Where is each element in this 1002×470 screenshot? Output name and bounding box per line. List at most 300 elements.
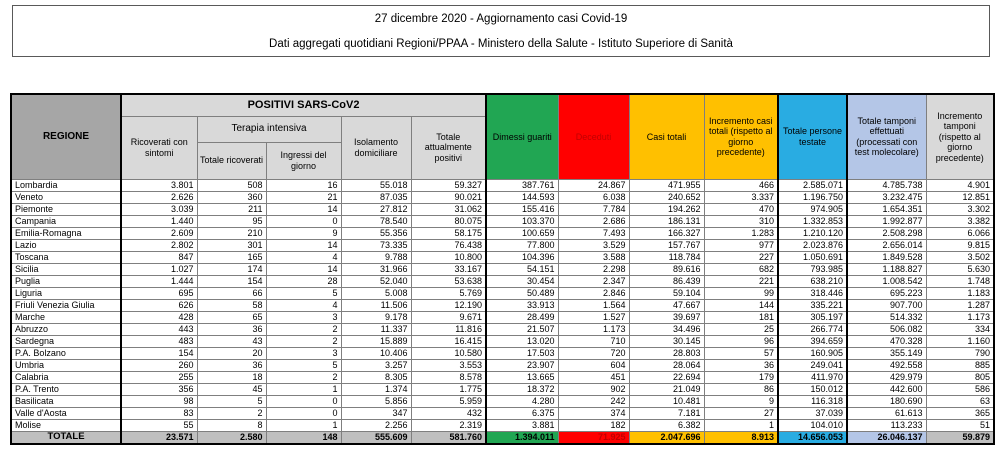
region-name: Umbria <box>11 359 121 371</box>
value-cell: 53.638 <box>411 275 486 287</box>
value-cell: 2.656.014 <box>847 239 926 251</box>
value-cell: 2.626 <box>121 191 197 203</box>
region-name: Liguria <box>11 287 121 299</box>
value-cell: 2.023.876 <box>778 239 847 251</box>
value-cell: 18.372 <box>486 383 558 395</box>
value-cell: 227 <box>704 251 778 263</box>
value-cell: 2.802 <box>121 239 197 251</box>
value-cell: 20 <box>197 347 266 359</box>
value-cell: 0 <box>266 407 341 419</box>
value-cell: 51 <box>926 419 994 431</box>
header-casi-totali: Casi totali <box>629 94 704 179</box>
value-cell: 116.318 <box>778 395 847 407</box>
value-cell: 150.012 <box>778 383 847 395</box>
value-cell: 65 <box>197 311 266 323</box>
value-cell: 310 <box>704 215 778 227</box>
value-cell: 1.654.351 <box>847 203 926 215</box>
value-cell: 334 <box>926 323 994 335</box>
value-cell: 36 <box>197 359 266 371</box>
value-cell: 695.223 <box>847 287 926 299</box>
value-cell: 7.493 <box>558 227 629 239</box>
value-cell: 3.337 <box>704 191 778 203</box>
value-cell: 394.659 <box>778 335 847 347</box>
value-cell: 305.197 <box>778 311 847 323</box>
value-cell: 14 <box>266 263 341 275</box>
value-cell: 695 <box>121 287 197 299</box>
region-row <box>11 407 994 419</box>
value-cell: 356 <box>121 383 197 395</box>
value-cell: 39.697 <box>629 311 704 323</box>
value-cell: 3.553 <box>411 359 486 371</box>
region-row <box>11 359 994 371</box>
value-cell: 45 <box>197 383 266 395</box>
value-cell: 57 <box>704 347 778 359</box>
value-cell: 2 <box>266 335 341 347</box>
value-cell: 7.784 <box>558 203 629 215</box>
value-cell: 63 <box>926 395 994 407</box>
header-totale-positivi: Totale attualmente positivi <box>411 116 486 179</box>
totals-value-cell: 71.925 <box>558 431 629 444</box>
value-cell: 12.851 <box>926 191 994 203</box>
value-cell: 5.856 <box>341 395 411 407</box>
value-cell: 154 <box>197 275 266 287</box>
value-cell: 1 <box>266 383 341 395</box>
value-cell: 18 <box>197 371 266 383</box>
report-title-line1: 27 dicembre 2020 - Aggiornamento casi Covid-19 <box>374 12 628 25</box>
value-cell: 3 <box>266 311 341 323</box>
value-cell: 347 <box>341 407 411 419</box>
value-cell: 87.035 <box>341 191 411 203</box>
value-cell: 2.256 <box>341 419 411 431</box>
region-row <box>11 371 994 383</box>
value-cell: 1.210.120 <box>778 227 847 239</box>
value-cell: 360 <box>197 191 266 203</box>
value-cell: 22.694 <box>629 371 704 383</box>
value-cell: 77.800 <box>486 239 558 251</box>
value-cell: 8 <box>197 419 266 431</box>
value-cell: 335.221 <box>778 299 847 311</box>
value-cell: 5 <box>197 395 266 407</box>
value-cell: 9 <box>704 395 778 407</box>
value-cell: 1.992.877 <box>847 215 926 227</box>
value-cell: 5 <box>266 359 341 371</box>
value-cell: 492.558 <box>847 359 926 371</box>
region-name: Marche <box>11 311 121 323</box>
region-row <box>11 323 994 335</box>
value-cell: 37.039 <box>778 407 847 419</box>
value-cell: 21.049 <box>629 383 704 395</box>
region-row <box>11 191 994 203</box>
value-cell: 1.196.750 <box>778 191 847 203</box>
value-cell: 1.287 <box>926 299 994 311</box>
value-cell: 86 <box>704 383 778 395</box>
value-cell: 5.769 <box>411 287 486 299</box>
totals-row <box>11 431 994 444</box>
value-cell: 86.439 <box>629 275 704 287</box>
totals-value-cell: 8.913 <box>704 431 778 444</box>
value-cell: 255 <box>121 371 197 383</box>
value-cell: 1.050.691 <box>778 251 847 263</box>
value-cell: 514.332 <box>847 311 926 323</box>
value-cell: 155.416 <box>486 203 558 215</box>
region-name: Puglia <box>11 275 121 287</box>
value-cell: 3.039 <box>121 203 197 215</box>
value-cell: 1.027 <box>121 263 197 275</box>
covid-data-table <box>10 93 995 445</box>
region-name: Emilia-Romagna <box>11 227 121 239</box>
value-cell: 0 <box>266 215 341 227</box>
value-cell: 180.690 <box>847 395 926 407</box>
value-cell: 9.788 <box>341 251 411 263</box>
value-cell: 365 <box>926 407 994 419</box>
value-cell: 179 <box>704 371 778 383</box>
value-cell: 8.578 <box>411 371 486 383</box>
report-title-line2: Dati aggregati quotidiani Regioni/PPAA - Ministero della Salute - Istituto Superiore di Sanità <box>269 37 733 50</box>
value-cell: 76.438 <box>411 239 486 251</box>
value-cell: 506.082 <box>847 323 926 335</box>
value-cell: 11.337 <box>341 323 411 335</box>
value-cell: 7.181 <box>629 407 704 419</box>
value-cell: 242 <box>558 395 629 407</box>
region-name: Lazio <box>11 239 121 251</box>
totals-value-cell: 14.656.053 <box>778 431 847 444</box>
value-cell: 113.233 <box>847 419 926 431</box>
value-cell: 483 <box>121 335 197 347</box>
header-tamponi-effettuati: Totale tamponi effettuati (processati con test molecolare) <box>847 94 926 179</box>
value-cell: 2.585.071 <box>778 179 847 191</box>
value-cell: 89.616 <box>629 263 704 275</box>
value-cell: 59.327 <box>411 179 486 191</box>
value-cell: 83 <box>121 407 197 419</box>
value-cell: 1.283 <box>704 227 778 239</box>
region-row <box>11 215 994 227</box>
value-cell: 387.761 <box>486 179 558 191</box>
value-cell: 12.190 <box>411 299 486 311</box>
value-cell: 154 <box>121 347 197 359</box>
value-cell: 3.529 <box>558 239 629 251</box>
value-cell: 16 <box>266 179 341 191</box>
value-cell: 43 <box>197 335 266 347</box>
value-cell: 59.104 <box>629 287 704 299</box>
value-cell: 1.160 <box>926 335 994 347</box>
value-cell: 355.149 <box>847 347 926 359</box>
value-cell: 374 <box>558 407 629 419</box>
value-cell: 1.440 <box>121 215 197 227</box>
value-cell: 720 <box>558 347 629 359</box>
value-cell: 2 <box>197 407 266 419</box>
region-row <box>11 335 994 347</box>
region-row <box>11 395 994 407</box>
header-persone-testate: Totale persone testate <box>778 94 847 179</box>
header-deceduti: Deceduti <box>558 94 629 179</box>
value-cell: 15.889 <box>341 335 411 347</box>
value-cell: 21 <box>266 191 341 203</box>
value-cell: 2.347 <box>558 275 629 287</box>
value-cell: 160.905 <box>778 347 847 359</box>
value-cell: 58.175 <box>411 227 486 239</box>
value-cell: 16.415 <box>411 335 486 347</box>
value-cell: 2.319 <box>411 419 486 431</box>
value-cell: 0 <box>266 395 341 407</box>
value-cell: 47.667 <box>629 299 704 311</box>
value-cell: 1.564 <box>558 299 629 311</box>
value-cell: 4.901 <box>926 179 994 191</box>
header-group-positivi: POSITIVI SARS-CoV2 <box>121 94 486 116</box>
header-totale-ricoverati: Totale ricoverati <box>197 142 266 179</box>
value-cell: 166.327 <box>629 227 704 239</box>
header-group-terapia-intensiva: Terapia intensiva <box>197 116 341 142</box>
value-cell: 27.812 <box>341 203 411 215</box>
value-cell: 1.444 <box>121 275 197 287</box>
region-name: Veneto <box>11 191 121 203</box>
value-cell: 55.356 <box>341 227 411 239</box>
value-cell: 428 <box>121 311 197 323</box>
value-cell: 2 <box>266 323 341 335</box>
value-cell: 3 <box>266 347 341 359</box>
value-cell: 36 <box>197 323 266 335</box>
value-cell: 793.985 <box>778 263 847 275</box>
value-cell: 55.018 <box>341 179 411 191</box>
value-cell: 31.062 <box>411 203 486 215</box>
region-row <box>11 239 994 251</box>
value-cell: 211 <box>197 203 266 215</box>
value-cell: 9.815 <box>926 239 994 251</box>
value-cell: 28.499 <box>486 311 558 323</box>
value-cell: 1.849.528 <box>847 251 926 263</box>
value-cell: 96 <box>704 335 778 347</box>
value-cell: 104.010 <box>778 419 847 431</box>
value-cell: 54.151 <box>486 263 558 275</box>
region-name: Sardegna <box>11 335 121 347</box>
value-cell: 5.008 <box>341 287 411 299</box>
value-cell: 790 <box>926 347 994 359</box>
region-name: Basilicata <box>11 395 121 407</box>
value-cell: 23.907 <box>486 359 558 371</box>
value-cell: 80.075 <box>411 215 486 227</box>
value-cell: 95 <box>197 215 266 227</box>
header-ricoverati-sintomi: Ricoverati con sintomi <box>121 116 197 179</box>
totals-value-cell: 23.571 <box>121 431 197 444</box>
value-cell: 977 <box>704 239 778 251</box>
table-header <box>11 94 994 179</box>
value-cell: 2.609 <box>121 227 197 239</box>
header-ingressi-giorno: Ingressi del giorno <box>266 142 341 179</box>
totals-value-cell: 1.394.011 <box>486 431 558 444</box>
value-cell: 210 <box>197 227 266 239</box>
region-row <box>11 311 994 323</box>
value-cell: 1.332.853 <box>778 215 847 227</box>
region-name: Friuli Venezia Giulia <box>11 299 121 311</box>
value-cell: 4 <box>266 251 341 263</box>
value-cell: 3.382 <box>926 215 994 227</box>
value-cell: 1.173 <box>926 311 994 323</box>
value-cell: 885 <box>926 359 994 371</box>
value-cell: 2.686 <box>558 215 629 227</box>
header-isolamento-domiciliare: Isolamento domiciliare <box>341 116 411 179</box>
value-cell: 27 <box>704 407 778 419</box>
value-cell: 33.913 <box>486 299 558 311</box>
region-name: Abruzzo <box>11 323 121 335</box>
value-cell: 4 <box>266 299 341 311</box>
value-cell: 14 <box>266 239 341 251</box>
region-row <box>11 227 994 239</box>
value-cell: 78.540 <box>341 215 411 227</box>
region-row <box>11 347 994 359</box>
value-cell: 30.454 <box>486 275 558 287</box>
header-incremento-tamponi: Incremento tamponi (rispetto al giorno precedente) <box>926 94 994 179</box>
value-cell: 1.527 <box>558 311 629 323</box>
value-cell: 318.446 <box>778 287 847 299</box>
region-name: Piemonte <box>11 203 121 215</box>
value-cell: 470 <box>704 203 778 215</box>
value-cell: 14 <box>266 203 341 215</box>
totals-value-cell: 2.580 <box>197 431 266 444</box>
totals-value-cell: 59.879 <box>926 431 994 444</box>
value-cell: 1.775 <box>411 383 486 395</box>
region-row <box>11 275 994 287</box>
header-regione: REGIONE <box>11 94 121 179</box>
value-cell: 3.588 <box>558 251 629 263</box>
value-cell: 55 <box>121 419 197 431</box>
value-cell: 36 <box>704 359 778 371</box>
value-cell: 4.280 <box>486 395 558 407</box>
value-cell: 907.700 <box>847 299 926 311</box>
region-row <box>11 419 994 431</box>
value-cell: 9.178 <box>341 311 411 323</box>
value-cell: 2 <box>266 371 341 383</box>
value-cell: 24.867 <box>558 179 629 191</box>
value-cell: 98 <box>121 395 197 407</box>
value-cell: 682 <box>704 263 778 275</box>
value-cell: 104.396 <box>486 251 558 263</box>
value-cell: 58 <box>197 299 266 311</box>
region-name: Campania <box>11 215 121 227</box>
value-cell: 3.502 <box>926 251 994 263</box>
table-body <box>11 179 994 444</box>
value-cell: 974.905 <box>778 203 847 215</box>
value-cell: 2.846 <box>558 287 629 299</box>
value-cell: 174 <box>197 263 266 275</box>
value-cell: 626 <box>121 299 197 311</box>
value-cell: 28 <box>266 275 341 287</box>
value-cell: 3.257 <box>341 359 411 371</box>
value-cell: 6.038 <box>558 191 629 203</box>
value-cell: 5.630 <box>926 263 994 275</box>
value-cell: 6.382 <box>629 419 704 431</box>
value-cell: 1.008.542 <box>847 275 926 287</box>
value-cell: 638.210 <box>778 275 847 287</box>
value-cell: 1.183 <box>926 287 994 299</box>
totals-value-cell: 148 <box>266 431 341 444</box>
value-cell: 3.302 <box>926 203 994 215</box>
value-cell: 432 <box>411 407 486 419</box>
region-row <box>11 203 994 215</box>
value-cell: 103.370 <box>486 215 558 227</box>
value-cell: 471.955 <box>629 179 704 191</box>
region-name: Calabria <box>11 371 121 383</box>
value-cell: 11.506 <box>341 299 411 311</box>
value-cell: 50.489 <box>486 287 558 299</box>
value-cell: 604 <box>558 359 629 371</box>
region-row <box>11 251 994 263</box>
value-cell: 9 <box>266 227 341 239</box>
region-row <box>11 287 994 299</box>
value-cell: 90.021 <box>411 191 486 203</box>
value-cell: 1 <box>266 419 341 431</box>
value-cell: 194.262 <box>629 203 704 215</box>
value-cell: 3.881 <box>486 419 558 431</box>
value-cell: 66 <box>197 287 266 299</box>
value-cell: 73.335 <box>341 239 411 251</box>
value-cell: 30.145 <box>629 335 704 347</box>
value-cell: 10.406 <box>341 347 411 359</box>
value-cell: 181 <box>704 311 778 323</box>
value-cell: 10.481 <box>629 395 704 407</box>
value-cell: 157.767 <box>629 239 704 251</box>
region-name: Sicilia <box>11 263 121 275</box>
value-cell: 266.774 <box>778 323 847 335</box>
value-cell: 9.671 <box>411 311 486 323</box>
region-name: P.A. Trento <box>11 383 121 395</box>
value-cell: 6.066 <box>926 227 994 239</box>
value-cell: 186.131 <box>629 215 704 227</box>
value-cell: 2.508.298 <box>847 227 926 239</box>
value-cell: 33.167 <box>411 263 486 275</box>
value-cell: 61.613 <box>847 407 926 419</box>
value-cell: 902 <box>558 383 629 395</box>
totals-value-cell: 26.046.137 <box>847 431 926 444</box>
value-cell: 1.748 <box>926 275 994 287</box>
value-cell: 5 <box>266 287 341 299</box>
value-cell: 586 <box>926 383 994 395</box>
value-cell: 451 <box>558 371 629 383</box>
value-cell: 144 <box>704 299 778 311</box>
value-cell: 805 <box>926 371 994 383</box>
value-cell: 221 <box>704 275 778 287</box>
value-cell: 17.503 <box>486 347 558 359</box>
value-cell: 1.374 <box>341 383 411 395</box>
region-name: Valle d'Aosta <box>11 407 121 419</box>
value-cell: 411.970 <box>778 371 847 383</box>
value-cell: 508 <box>197 179 266 191</box>
region-name: P.A. Bolzano <box>11 347 121 359</box>
value-cell: 2.298 <box>558 263 629 275</box>
header-incremento-casi: Incremento casi totali (rispetto al giorno precedente) <box>704 94 778 179</box>
value-cell: 3.801 <box>121 179 197 191</box>
region-row <box>11 383 994 395</box>
region-row <box>11 299 994 311</box>
value-cell: 28.064 <box>629 359 704 371</box>
value-cell: 240.652 <box>629 191 704 203</box>
value-cell: 847 <box>121 251 197 263</box>
value-cell: 470.328 <box>847 335 926 347</box>
value-cell: 25 <box>704 323 778 335</box>
value-cell: 13.020 <box>486 335 558 347</box>
region-name: Lombardia <box>11 179 121 191</box>
value-cell: 100.659 <box>486 227 558 239</box>
totals-value-cell: 2.047.696 <box>629 431 704 444</box>
value-cell: 5.959 <box>411 395 486 407</box>
value-cell: 6.375 <box>486 407 558 419</box>
value-cell: 13.665 <box>486 371 558 383</box>
region-row <box>11 263 994 275</box>
totals-value-cell: 581.760 <box>411 431 486 444</box>
value-cell: 10.800 <box>411 251 486 263</box>
value-cell: 10.580 <box>411 347 486 359</box>
value-cell: 118.784 <box>629 251 704 263</box>
value-cell: 3.232.475 <box>847 191 926 203</box>
value-cell: 429.979 <box>847 371 926 383</box>
